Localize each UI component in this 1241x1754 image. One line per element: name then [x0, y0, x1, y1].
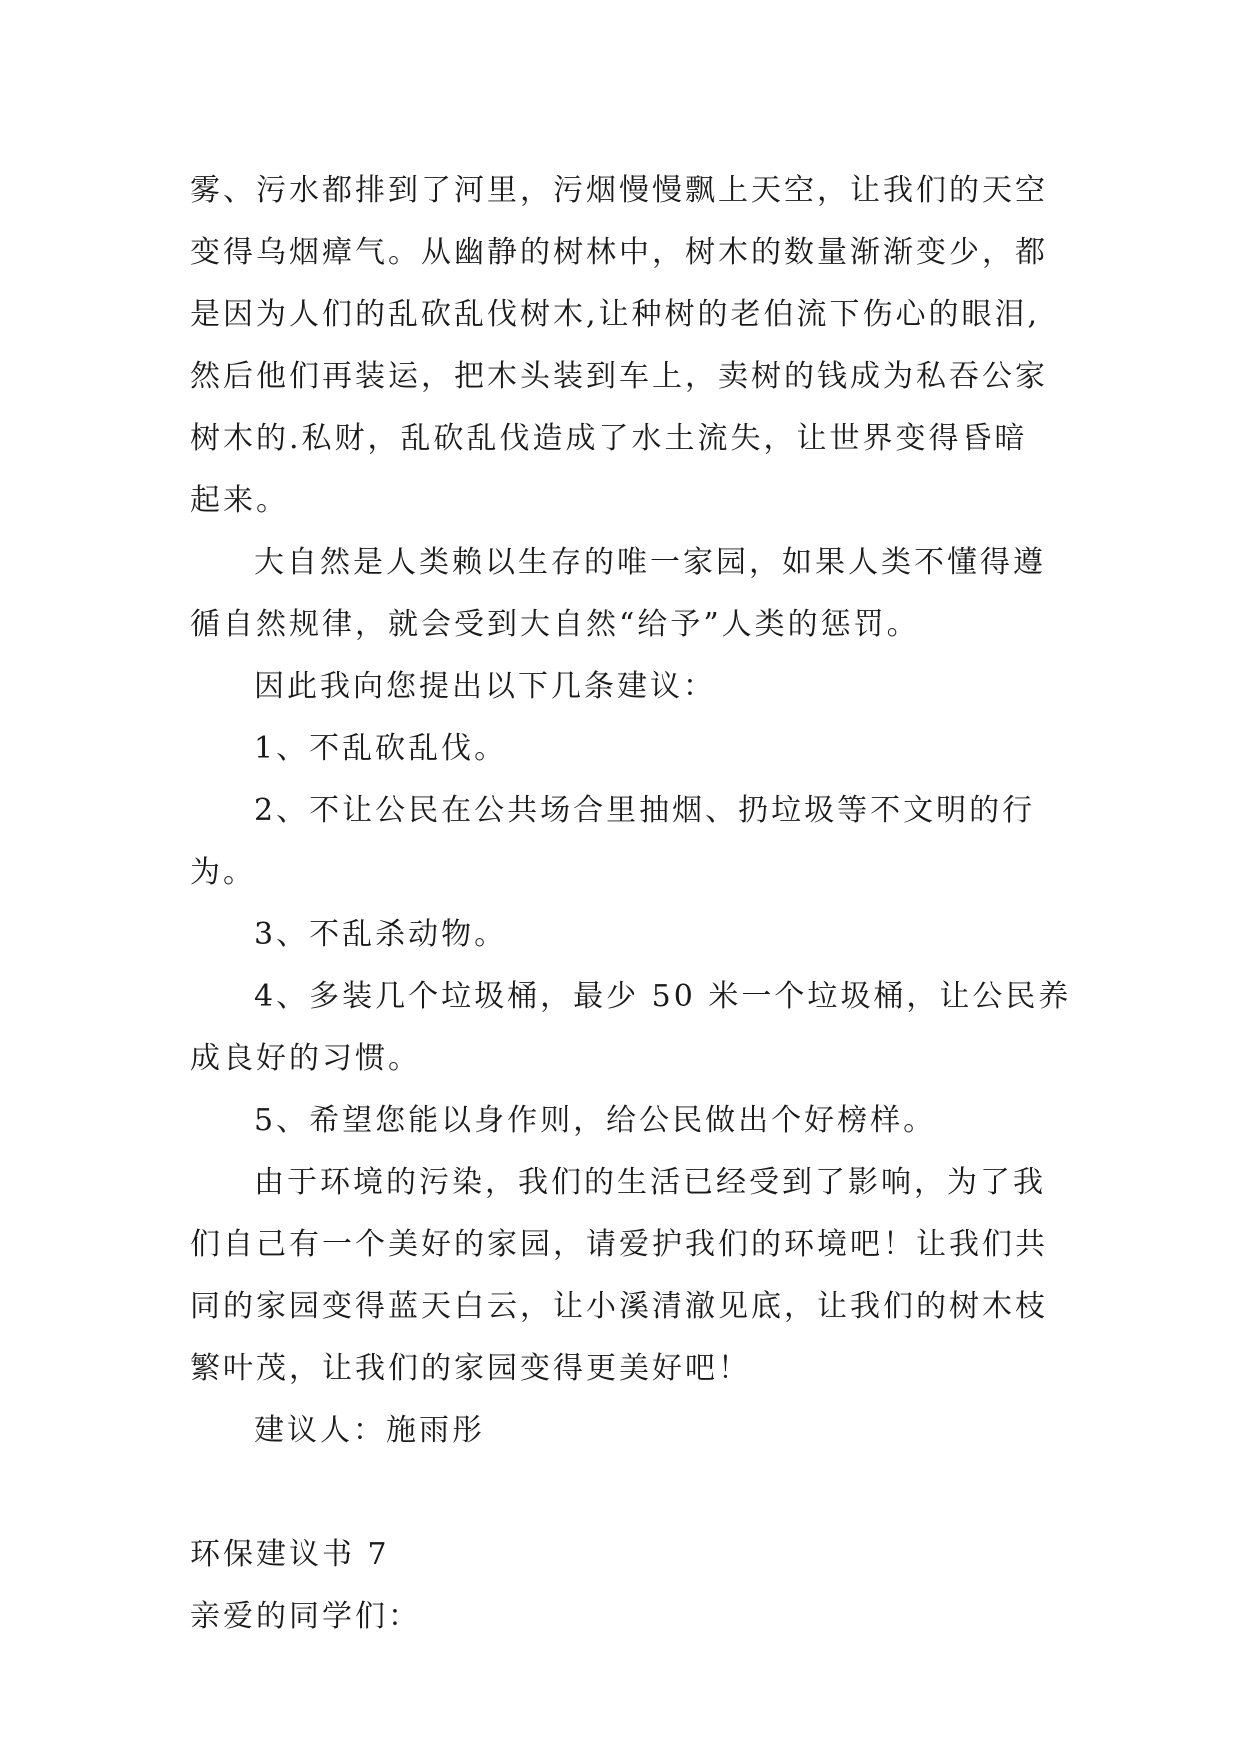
text-line: 4、多装几个垃圾桶，最少 50 米一个垃圾桶，让公民养	[254, 979, 1072, 1014]
text-line: 大自然是人类赖以生存的唯一家园，如果人类不懂得遵	[254, 545, 1046, 580]
text-line: 是因为人们的乱砍乱伐树木,让种树的老伯流下伤心的眼泪,	[190, 297, 1041, 332]
text-line: 起来。	[190, 483, 289, 518]
text-line: 5、希望您能以身作则，给公民做出个好榜样。	[254, 1103, 937, 1138]
text-line: 环保建议书 7	[190, 1537, 390, 1572]
text-line: 然后他们再装运，把木头装到车上，卖树的钱成为私吞公家	[190, 359, 1048, 394]
text-line: 变得乌烟瘴气。从幽静的树林中，树木的数量渐渐变少，都	[190, 235, 1048, 270]
text-line: 们自己有一个美好的家园，请爱护我们的环境吧！让我们共	[190, 1227, 1048, 1262]
document-body	[190, 160, 1090, 1648]
text-line: 由于环境的污染，我们的生活已经受到了影响，为了我	[254, 1165, 1046, 1200]
text-line: 成良好的习惯。	[190, 1041, 421, 1076]
text-line: 同的家园变得蓝天白云，让小溪清澈见底，让我们的树木枝	[190, 1289, 1048, 1324]
text-line: 雾、污水都排到了河里，污烟慢慢飘上天空，让我们的天空	[190, 173, 1048, 208]
blank-line	[190, 1462, 1090, 1524]
text-line: 因此我向您提出以下几条建议：	[254, 669, 716, 704]
text-line: 1、不乱砍乱伐。	[254, 731, 508, 766]
text-line: 树木的.私财，乱砍乱伐造成了水土流失，让世界变得昏暗	[190, 421, 1028, 456]
text-line: 为。	[190, 855, 256, 890]
text-line: 繁叶茂，让我们的家园变得更美好吧！	[190, 1351, 751, 1386]
text-line: 循自然规律，就会受到大自然“给予”人类的惩罚。	[190, 607, 920, 642]
text-line: 建议人：施雨彤	[254, 1413, 485, 1448]
text-line: 3、不乱杀动物。	[254, 917, 508, 952]
text-line: 2、不让公民在公共场合里抽烟、扔垃圾等不文明的行	[254, 793, 1036, 828]
text-line: 亲爱的同学们：	[190, 1599, 421, 1634]
